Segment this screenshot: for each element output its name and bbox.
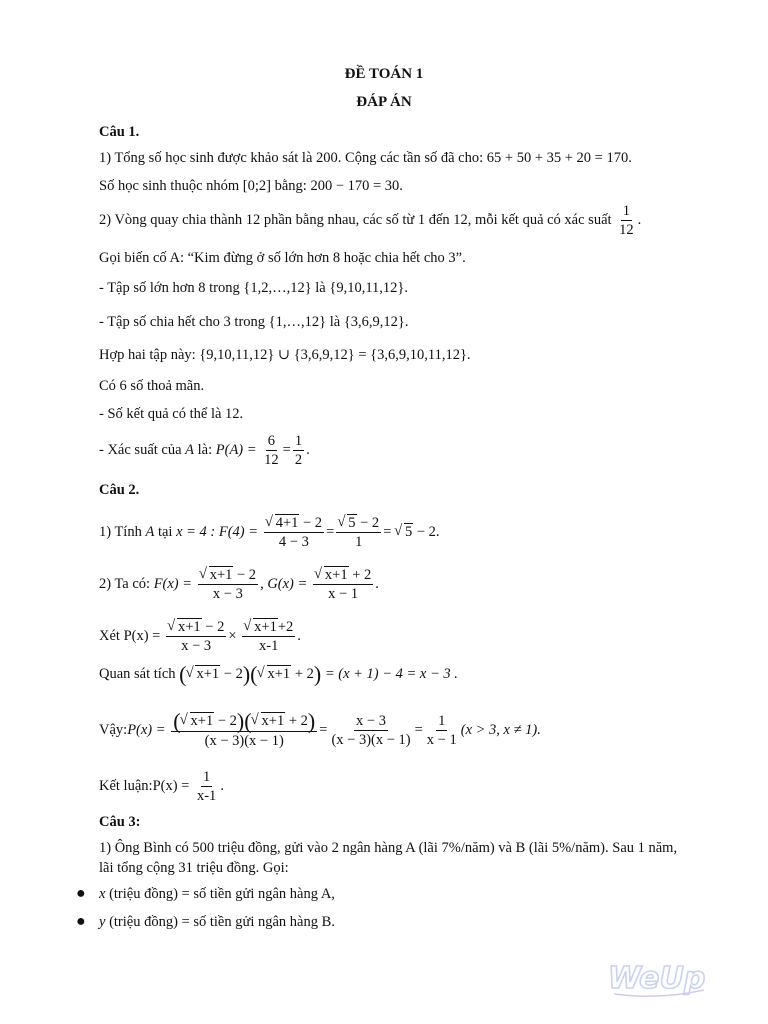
q2-l3-rad1: x+1	[177, 619, 201, 635]
q2-l1-num2-tail: − 2	[360, 515, 380, 531]
q2-l5-den3: x − 1	[426, 732, 457, 749]
q1-l10-n1: 6	[267, 433, 276, 449]
q2-l5-rad-b: x+1	[261, 713, 285, 729]
q1-l10-d2: 2	[294, 452, 303, 468]
weup-logo	[604, 950, 714, 1002]
q2-line-1: 1) Tính A tại x = 4 : F(4) = √ $\frac{4+1 - 2}{4 - 3}$ = √ $\frac{5 - 2}{1}$ = √ 5 − 2.	[99, 514, 728, 551]
q1-l6-text: - Tập số chia hết cho 3 trong	[99, 314, 266, 330]
q2-l2-G-num-tail: + 2	[352, 567, 372, 583]
q2-l1-rad2: 5	[348, 515, 356, 531]
q2-l4-rad-b: x+1	[267, 666, 291, 682]
q1-l3-num: 1	[622, 203, 631, 219]
q2-l5-num3: 1	[438, 713, 446, 730]
q1-l10-var: A	[185, 441, 195, 458]
q1-l3-den: 12	[619, 222, 634, 238]
q2-l3-num2-tail: +2	[277, 619, 294, 635]
q2-l2-F-den: x − 3	[212, 586, 243, 602]
q3-heading: Câu 3:	[99, 814, 141, 830]
q2-l6-num: 1	[203, 769, 211, 785]
q3-bullet-2	[99, 912, 728, 932]
q2-l4-math-tail: = (x + 1) − 4 = x − 3 .	[324, 666, 458, 682]
q2-l1-tail: − 2.	[416, 523, 440, 540]
q2-l3-times: ×	[228, 627, 237, 644]
q1-line-4: Gọi biến cố A: “Kim đừng ở số lớn hơn 8 hoặc chia hết cho 3”.	[99, 250, 466, 266]
q2-l2-text: 2) Ta có:	[99, 575, 151, 592]
q1-l2-math: 200 − 170 = 30.	[310, 178, 403, 194]
q2-l3-P: P(x) =	[123, 627, 161, 644]
q2-l5-den1: (x − 3)(x − 1)	[204, 732, 284, 749]
q2-l1-den1: 4 − 3	[278, 534, 309, 550]
q1-l6-la: là	[329, 314, 341, 330]
q2-l1-cond: x = 4 :	[176, 523, 216, 540]
q3-b1-text: (triệu đồng) = số tiền gửi ngân hàng A,	[109, 886, 335, 902]
q1-line-7	[99, 345, 728, 365]
q2-line-4: Quan sát tích (√ x+1 − 2)(√ x+1 + 2) = (x + 1) − 4 = x − 3 .	[99, 664, 728, 685]
q2-l5-frac2	[329, 712, 412, 749]
q2-l3-text: Xét	[99, 627, 120, 644]
q3-bullet-1	[99, 884, 728, 904]
q1-line-1	[99, 148, 728, 168]
q1-heading: Câu 1.	[99, 124, 140, 140]
q3-b2-var: y	[99, 914, 106, 930]
q3-line-2: lãi tổng cộng 31 triệu đồng. Gọi:	[99, 860, 289, 876]
q1-l5-set1: {1,2,…,12}	[243, 280, 312, 296]
q1-l10-d1: 12	[264, 452, 279, 468]
q1-l6-set2: {3,6,9,12}	[343, 314, 405, 330]
q2-l3-num1-tail: − 2	[205, 619, 225, 635]
q3-line-1: 1) Ông Bình có 500 triệu đồng, gửi vào 2 ngân hàng A (lãi 7%/năm) và B (lãi 5%/năm). Sau 1 năm,	[99, 840, 678, 856]
q2-l2-F-num-tail: − 2	[237, 567, 257, 583]
q2-l1-num1-tail: − 2	[303, 515, 323, 531]
q2-l4-text: Quan sát tích	[99, 666, 176, 682]
page-title: ĐỀ TOÁN 1	[344, 66, 424, 82]
q1-line-6: - Tập số chia hết cho 3 trong {1,…,12} là {3,6,9,12}.	[99, 314, 409, 330]
q1-l10-frac1	[262, 432, 281, 469]
q1-l5-la: là	[315, 280, 326, 296]
q1-line-10: - Xác suất của A là: P(A) = $\frac{6}{12}$ = $\frac{1}{2}$ .	[99, 433, 310, 468]
page-subtitle: ĐÁP ÁN	[356, 94, 412, 110]
q1-l7-math: {9,10,11,12} ∪ {3,6,9,12} = {3,6,9,10,11,12}.	[199, 347, 471, 363]
q1-l10-frac2	[293, 432, 304, 469]
q2-line-6: Kết luận:P(x) = $\frac{1}{x-1}$ .	[99, 769, 224, 804]
q1-l2-text: Số học sinh thuộc nhóm [0;2] bằng:	[99, 178, 307, 194]
q2-l2-radG: x+1	[324, 567, 348, 583]
q2-l5-text: Vậy:	[99, 722, 128, 739]
q2-l1-rad1: 4+1	[275, 515, 299, 531]
q2-l3-den1: x − 3	[181, 638, 212, 654]
bullet-2: ●	[76, 913, 86, 930]
q2-l3-rad2: x+1	[254, 619, 277, 635]
q1-l3-text: 2) Vòng quay chia thành 12 phần bằng nhau, các số từ 1 đến 12, mỗi kết quả có xác suất	[99, 211, 612, 228]
q2-l1-text: 1) Tính	[99, 523, 142, 540]
q2-l2-F: F(x) =	[153, 575, 193, 592]
q2-l1-den2: 1	[355, 534, 363, 550]
q2-l5-P: P(x) =	[127, 722, 166, 739]
q1-l5-set2: {9,10,11,12}	[329, 280, 405, 296]
q2-l2-radF: x+1	[209, 567, 233, 583]
q2-l2-fracG	[313, 566, 373, 603]
bullet-1: ●	[76, 885, 86, 902]
q1-line-2	[99, 176, 728, 196]
q2-l5-frac1: $\frac{(√ x+1 - 2)(√ x+1 + 2)}{(x - 3)(x - 1)}$	[171, 712, 317, 750]
q2-line-5: Vậy:P(x) = $\frac{(√ x+1 - 2)(√ x+1 + 2)}{(x - 3)(x - 1)}$ = $\frac{x - 3}{(x - 3)(x - 1)}$ = $\frac{1}{x - 1}$ (x > 3, x ≠ 1).	[99, 712, 728, 750]
q1-l10-n2: 1	[294, 433, 303, 449]
q1-line-8: Có 6 số thoả mãn.	[99, 378, 205, 394]
q1-l10-text: - Xác suất của	[99, 441, 182, 458]
q1-l10-la: là:	[197, 441, 213, 458]
q1-l3-fraction	[617, 202, 636, 239]
q1-line-5: - Tập số lớn hơn 8 trong {1,2,…,12} là {9,10,11,12}.	[99, 280, 409, 296]
q2-l3-frac1	[166, 618, 226, 655]
q2-l3-den2: x-1	[259, 638, 279, 654]
q1-l6-set1: {1,…,12}	[268, 314, 327, 330]
q2-l6-den: x-1	[196, 788, 217, 804]
q2-l4-rad-a: x+1	[196, 666, 220, 682]
q2-l5-num2: x − 3	[356, 713, 386, 730]
q2-l5-den2: (x − 3)(x − 1)	[331, 732, 411, 749]
q2-l5-cond: (x > 3, x ≠ 1).	[460, 722, 541, 739]
q2-l2-G: , G(x) =	[260, 575, 308, 592]
q2-l6-text: Kết luận:	[99, 777, 153, 794]
q1-l10-lhs: P(A) =	[215, 441, 257, 458]
q2-l6-P: P(x) =	[152, 777, 190, 794]
q3-b2-text: (triệu đồng) = số tiền gửi ngân hàng B.	[109, 914, 335, 930]
q2-l1-var: A	[145, 523, 155, 540]
weup-logo-text: WeUp	[608, 961, 706, 996]
q2-l1-lhs: F(4) =	[218, 523, 259, 540]
q2-l5-rad-a: x+1	[190, 713, 214, 729]
q2-l1-rad3: 5	[405, 523, 413, 540]
q2-l6-frac	[195, 768, 218, 805]
q1-l5-text: - Tập số lớn hơn 8 trong	[99, 280, 240, 296]
q2-line-3: Xét P(x) = √ $\frac{x+1 - 2}{x - 3}$ × √ $\frac{x+1+2}{x-1}$ .	[99, 618, 728, 655]
q1-line-9: - Số kết quả có thể là 12.	[99, 406, 244, 422]
q2-l5-frac3	[425, 712, 459, 749]
q1-l1-text: 1) Tổng số học sinh được khảo sát là 200. Cộng các tần số đã cho:	[99, 150, 484, 166]
q2-heading: Câu 2.	[99, 482, 140, 498]
q2-l2-G-den: x − 1	[328, 586, 359, 602]
q1-l7-text: Hợp hai tập này:	[99, 347, 196, 363]
q2-l3-frac2	[242, 618, 295, 655]
q2-line-2: 2) Ta có: F(x) = √ $\frac{x+1 - 2}{x - 3}$ , G(x) = √ $\frac{x+1 + 2}{x - 1}$ .	[99, 566, 728, 603]
q2-l1-frac2	[336, 514, 381, 551]
q3-b1-var: x	[99, 886, 106, 902]
q2-l1-tai: tại	[157, 523, 173, 540]
q2-l1-frac1	[264, 514, 324, 551]
q2-l2-fracF	[198, 566, 258, 603]
q1-line-3: 2) Vòng quay chia thành 12 phần bằng nhau, các số từ 1 đến 12, mỗi kết quả có xác suất $\frac{1}{12}$ .	[99, 203, 642, 238]
q1-l1-math: 65 + 50 + 35 + 20 = 170.	[486, 150, 632, 166]
